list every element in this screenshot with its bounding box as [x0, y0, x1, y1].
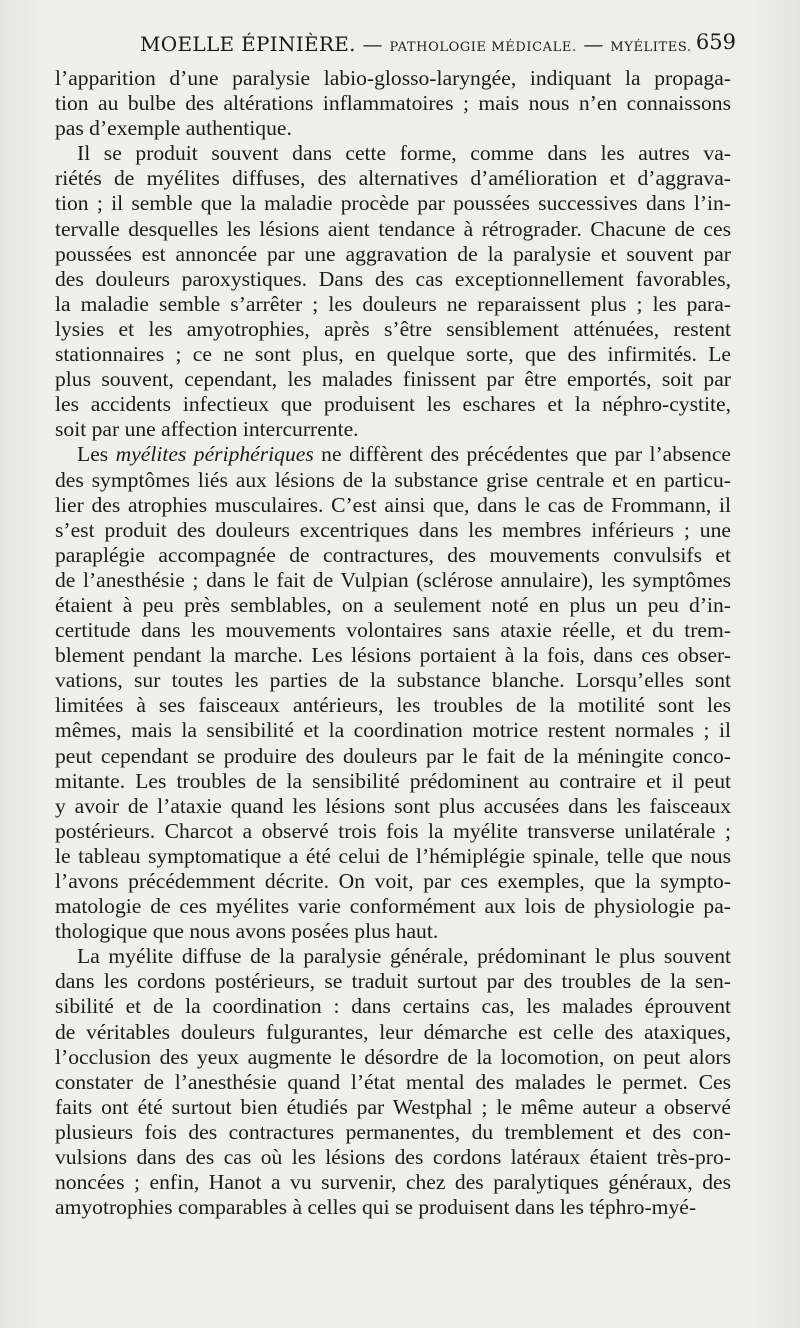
text-line: matologie de ces myélites varie conformément aux lois de physiologie pa-: [55, 894, 731, 919]
text-line: faits ont été surtout bien étudiés par Westphal ; le même auteur a observé: [55, 1094, 731, 1119]
paragraph: [55, 944, 731, 1220]
text-line: poussées est annoncée par une aggravation de la paralysie et souvent par: [55, 241, 731, 266]
text-line: le tableau symptomatique a été celui de l’hémiplégie spinale, telle que nous: [55, 843, 731, 868]
text-line: des symptômes liés aux lésions de la substance grise centrale et en particu-: [55, 467, 731, 492]
text-line: plus souvent, cependant, les malades finissent par être emportés, soit par: [55, 367, 731, 392]
text-line: paraplégie accompagnée de contractures, des mouvements convulsifs et: [55, 542, 731, 567]
header-section: PATHOLOGIE MÉDICALE.: [389, 40, 577, 55]
text-line: l’apparition d’une paralysie labio-glosso-laryngée, indiquant la propaga-: [55, 66, 731, 90]
text-line: riétés de myélites diffuses, des alternatives d’amélioration et d’aggrava-: [55, 166, 731, 191]
text-line: la maladie semble s’arrêter ; les douleurs ne reparaissent plus ; les para-: [55, 291, 731, 316]
header-chapter-title: MOELLE ÉPINIÈRE.: [140, 32, 356, 56]
text-line: dans les cordons postérieurs, se traduit surtout par des troubles de la sen-: [55, 969, 731, 994]
header-subsection: MYÉLITES.: [610, 40, 692, 55]
text-line: noncées ; enfin, Hanot a vu survenir, chez des paralytiques généraux, des: [55, 1170, 731, 1195]
text-line: soit par une affection intercurrente.: [55, 417, 359, 442]
text-line: de véritables douleurs fulgurantes, leur démarche est celle des ataxiques,: [55, 1019, 731, 1044]
header-dash: —: [583, 32, 604, 56]
text-line: des douleurs paroxystiques. Dans des cas exceptionnellement favorables,: [55, 266, 731, 291]
text-line: mêmes, mais la sensibilité et la coordination motrice restent normales ; il: [55, 718, 731, 743]
text-line: certitude dans les mouvements volontaires sans ataxie réelle, et du trem-: [55, 618, 731, 643]
text-line: l’avons précédemment décrite. On voit, par ces exemples, que la sympto-: [55, 869, 731, 893]
text-line: de l’anesthésie ; dans le fait de Vulpian (sclérose annulaire), les symptômes: [55, 567, 731, 592]
text-line: s’est produit des douleurs excentriques dans les membres inférieurs ; une: [55, 517, 731, 542]
text-line: Il se produit souvent dans cette forme, comme dans les autres va-: [77, 141, 731, 166]
paragraph: [55, 141, 731, 442]
body-text: [55, 66, 731, 1220]
text-line: les accidents infectieux que produisent les eschares et la néphro-cystite,: [55, 392, 731, 417]
text-line: mitante. Les troubles de la sensibilité prédominent au contraire et il peut: [55, 768, 731, 793]
text-line: l’occlusion des yeux augmente le désordre de la locomotion, on peut alors: [55, 1044, 731, 1069]
text-line: plusieurs fois des contractures permanentes, du tremblement et des con-: [55, 1119, 731, 1144]
text-line: stationnaires ; ce ne sont plus, en quelque sorte, que des infirmités. Le: [55, 342, 731, 367]
text-line: y avoir de l’ataxie quand les lésions sont plus accusées dans les faisceaux: [55, 793, 731, 818]
text-line: lier des atrophies musculaires. C’est ainsi que, dans le cas de Frommann, il: [55, 492, 731, 517]
running-header: [56, 30, 736, 64]
text-line: limitées à ses faisceaux antérieurs, les troubles de la motilité sont les: [55, 693, 731, 718]
text-line: sibilité et de la coordination : dans certains cas, les malades éprouvent: [55, 994, 731, 1019]
text-line: constater de l’anesthésie quand l’état mental des malades le permet. Ces: [55, 1069, 731, 1094]
text-line: tion au bulbe des altérations inflammatoires ; mais nous n’en connaissons: [55, 91, 731, 116]
page-number: 659: [695, 30, 736, 54]
text-line: vulsions dans des cas où les lésions des cordons latéraux étaient très-pro-: [55, 1145, 731, 1170]
text-line: amyotrophies comparables à celles qui se produisent dans les téphro-myé-: [55, 1195, 697, 1220]
header-dash: —: [362, 32, 383, 56]
text-line: tion ; il semble que la maladie procède par poussées successives dans l’in-: [55, 191, 731, 216]
text-line: thologique que nous avons posées plus haut.: [55, 919, 439, 944]
text-line: tervalle desquelles les lésions aient tendance à rétrograder. Chacune de ces: [55, 216, 731, 241]
text-line: blement pendant la marche. Les lésions portaient à la fois, dans ces obser-: [55, 643, 731, 668]
paragraph: [55, 66, 731, 141]
text-line: postérieurs. Charcot a observé trois fois la myélite transverse unilatérale ;: [55, 818, 731, 843]
header-title-group: [140, 32, 692, 56]
paragraph: [55, 442, 731, 944]
text-line: pas d’exemple authentique.: [55, 116, 292, 141]
text-line: lysies et les amyotrophies, après s’être sensiblement atténuées, restent: [55, 316, 731, 341]
text-line: vations, sur toutes les parties de la substance blanche. Lorsqu’elles sont: [55, 668, 731, 693]
italic-term: myélites périphériques: [115, 442, 314, 467]
text-line: Les myélites périphériques ne diffèrent des précédentes que par l’absence: [77, 442, 731, 467]
text-line: étaient à peu près semblables, on a seulement noté en plus un peu d’in-: [55, 592, 731, 617]
text-line: peut cependant se produire des douleurs par le fait de la méningite conco-: [55, 743, 731, 768]
text-line: La myélite diffuse de la paralysie générale, prédominant le plus souvent: [77, 944, 731, 969]
